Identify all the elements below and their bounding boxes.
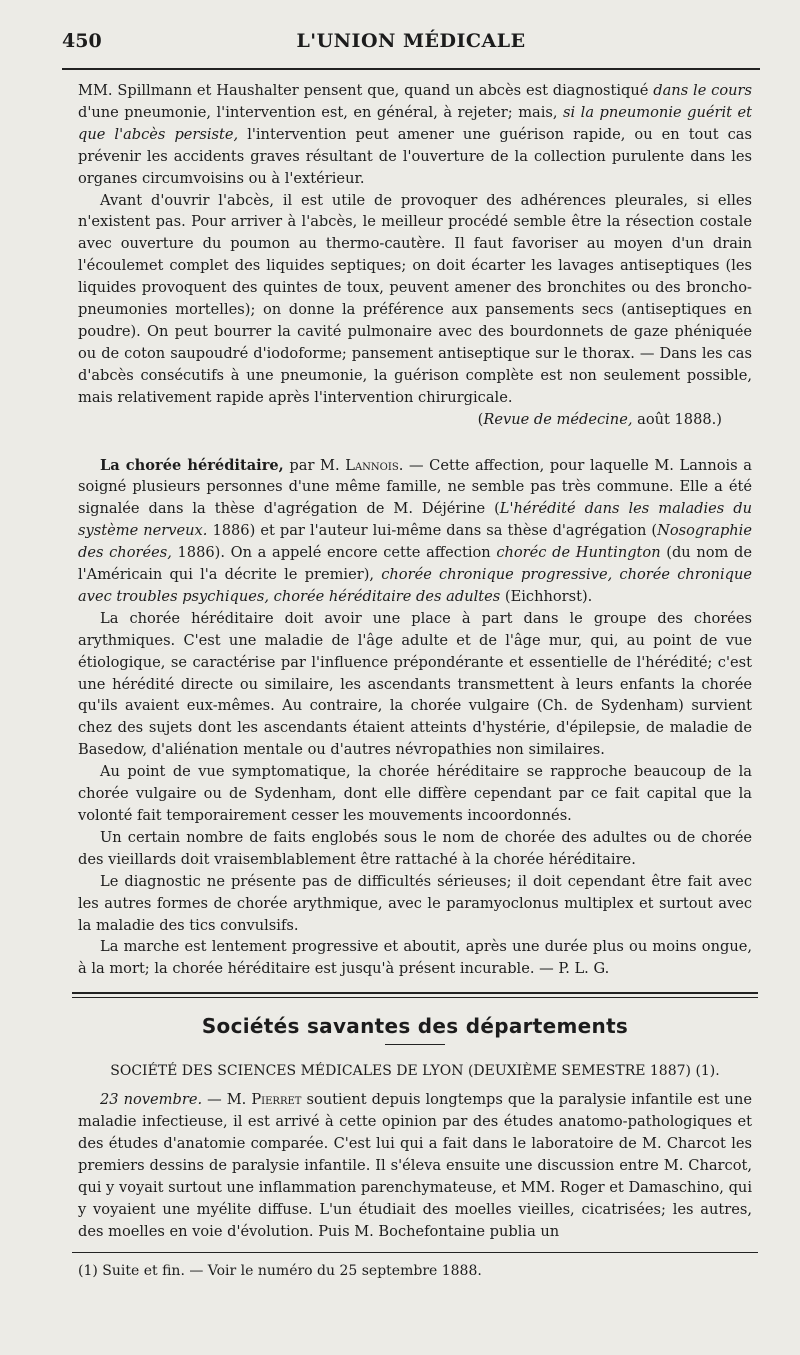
- section-title-rule: [385, 1044, 445, 1045]
- article2-title: La chorée héréditaire,: [100, 456, 284, 474]
- article2-author: Lannois: [345, 456, 399, 474]
- article2-paragraph-3: Au point de vue symptomatique, la chorée héréditaire se rapproche beaucoup de la chorée vulgaire ou de Sydenham, dont elle diffère cependant par ce fait capital que la volonté fait temporairement cesser les mouvements incoordonnés.: [78, 763, 752, 824]
- footnote-rule: [72, 1252, 758, 1253]
- article2-intro: La chorée héréditaire, par M. Lannois. — Cette affection, pour laquelle M. Lannois a soigné plusieurs personnes d'une même famille, ne semble pas très commune. Elle a été signalée dans la thèse d'agrégation de M. Déjérine (L'hérédité dans les maladies du système nerveux. 1886) et par l'auteur lui-même dans sa thèse d'agrégation (Nosographie des chorées, 1886). On a appelé encore cette affection choréc de Huntington (du nom de l'Américain qui l'a décrite le premier), chorée chronique progressive, chorée chronique avec troubles psychiques, chorée héréditaire des adultes (Eichhorst).: [78, 456, 753, 605]
- article1-source: (Revue de médecine, août 1888.): [477, 410, 722, 428]
- speaker-name: Pierret: [251, 1091, 302, 1109]
- body-text: [78, 80, 752, 1283]
- footnote: (1) Suite et fin. — Voir le numéro du 25 septembre 1888.: [78, 1263, 482, 1280]
- session-date: 23 novembre.: [100, 1091, 203, 1109]
- page-number: 450: [62, 30, 102, 52]
- section-title: Sociétés savantes des départements: [201, 1014, 629, 1039]
- article1-paragraph-2: Avant d'ouvrir l'abcès, il est utile de provoquer des adhérences pleurales, si elles n'existent pas. Pour arriver à l'abcès, le meilleur procédé semble être la résection costale avec ouverture du poumon au thermo-cautère. Il faut favoriser au moyen d'un drain l'écoulemet complet des liquides septiques; on doit écarter les lavages antiseptiques (les liquides provoquent des quintes de toux, peuvent amener des bronchites ou des broncho-pneumonies mortelles); on donne la préférence aux pansements secs (antiseptiques en poudre). On peut bourrer la cavité pulmonaire avec des bourdonnets de gaze phéniquée ou de coton saupoudré d'iodoforme; pansement antiseptique sur le thorax. — Dans les cas d'abcès consécutifs à une pneumonie, la guérison complète est non seulement possible, mais relativement rapide après l'intervention chirurgicale.: [78, 191, 752, 406]
- header-rule: [62, 68, 760, 70]
- page-header: [62, 30, 760, 66]
- section-divider: [72, 992, 758, 998]
- article2-paragraph-2: La chorée héréditaire doit avoir une place à part dans le groupe des chorées arythmiques. C'est une maladie de l'âge adulte et de l'âge mur, qui, au point de vue étiologique, se caractérise par l'influence prépondérante et essentielle de l'hérédité; c'est une hérédité directe ou similaire, les ascendants transmettent à leurs enfants la chorée qu'ils avaient eux-mêmes. Au contraire, la chorée vulgaire (Ch. de Sydenham) survient chez des sujets dont les ascendants étaient atteints d'hystérie, d'épilepsie, de maladie de Basedow, d'aliénation mentale ou d'autres névropathies non similaires.: [78, 609, 752, 759]
- article1-paragraph-1: MM. Spillmann et Haushalter pensent que, quand un abcès est diagnostiqué dans le cours d'une pneumonie, l'intervention est, en général, à rejeter; mais, si la pneumonie guérit et que l'abcès persiste, l'intervention peut amener une guérison rapide, ou en tout cas prévenir les accidents graves résultant de l'ouverture de la collection purulente dans les organes circumvoisins ou à l'extérieur.: [78, 82, 753, 187]
- section-subhead: SOCIÉTÉ DES SCIENCES MÉDICALES DE LYON (DEUXIÈME SEMESTRE 1887) (1).: [110, 1063, 720, 1080]
- article2-paragraph-6: La marche est lentement progressive et aboutit, après une durée plus ou moins ongue, à la mort; la chorée héréditaire est jusqu'à présent incurable. — P. L. G.: [78, 938, 752, 978]
- section-paragraph-1: 23 novembre. — M. Pierret soutient depuis longtemps que la paralysie infantile est une maladie infectieuse, il est arrivé à cette opinion par des études anatomo-pathologiques et des études d'anatomie comparée. C'est lui qui a fait dans le laboratoire de M. Charcot les premiers dessins de paralysie infantile. Il s'éleva ensuite une discussion entre M. Charcot, qui y voyait surtout une inflammation parenchymateuse, et MM. Roger et Damaschino, qui y voyaient une myélite diffuse. L'un étudiait des moelles vieilles, cicatrisées; les autres, des moelles en voie d'évolution. Puis M. Bochefontaine publia un: [78, 1091, 752, 1240]
- journal-title: L'UNION MÉDICALE: [296, 30, 526, 52]
- article2-paragraph-5: Le diagnostic ne présente pas de difficultés sérieuses; il doit cependant être fait avec les autres formes de chorée arythmique, avec le paramyoclonus multiplex et surtout avec la maladie des tics convulsifs.: [78, 872, 752, 934]
- article2-paragraph-4: Un certain nombre de faits englobés sous le nom de chorée des adultes ou de chorée des vieillards doit vraisemblablement être rattaché à la chorée héréditaire.: [78, 828, 752, 868]
